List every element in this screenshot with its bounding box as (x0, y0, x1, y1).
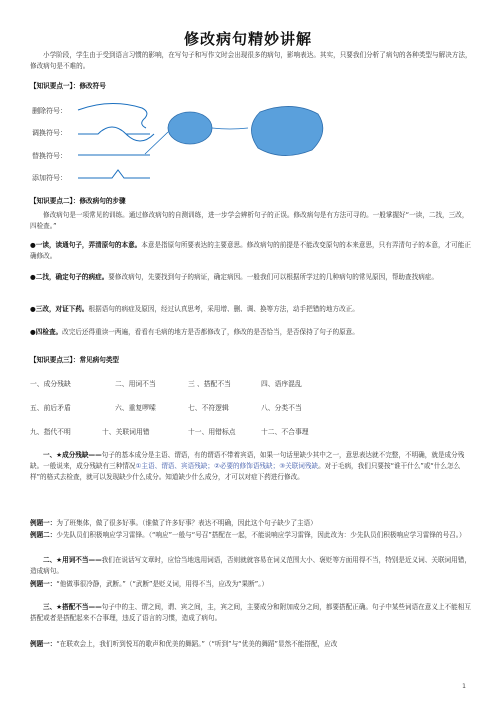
type1-explanation (30, 450, 472, 483)
type-6: 六、重复啰嗦 (115, 404, 156, 412)
type1-note: ①主语、谓语、宾语残缺；②必要的修饰语残缺；③关联词残缺 (135, 462, 319, 470)
example-3-body: “他做事很冷静，武断。”（“武断”是贬义词，用得不当，应改为“果断”。） (56, 580, 269, 588)
type-1: 一、成分残缺 (30, 380, 71, 388)
step-read (30, 240, 472, 262)
document-title: 修改病句精妙讲解 (183, 30, 312, 48)
section2-intro: 修改病句是一项常见的训练。通过修改病句的自测训练，进一步学会辨析句子的正误。修改病句是有方法可寻的。一般掌握好“一读，二找，三改，四检查。” (30, 211, 469, 230)
type-8: 八、分类不当 (261, 404, 302, 412)
step-check-title: ●四检查。 (30, 328, 63, 336)
example-4-body: “在联欢会上，我们听到悦耳的歌声和优美的舞蹈。”（“听到”与“优美的舞蹈”显然不能搭配，应改 (56, 640, 338, 648)
type3-title: 三、★搭配不当—— (43, 603, 102, 611)
type2-explanation (30, 555, 472, 577)
section3-heading: 【知识要点三】：常见病句类型 (30, 356, 120, 364)
insert-symbol-label: 添加符号： (32, 174, 67, 182)
step-find-body: 要修改病句，先要找到句子的病证，确定病因。一般我们可以根据所学过的几种病句的常见原因，帮助查找病症。 (108, 273, 438, 281)
example-2 (30, 530, 472, 541)
type1-rest: 。对于毛病，我们只要按“谁干什么”或“什么怎么样”的格式去检查，就可以发现缺少什么成分。知道缺少什么成分，才可以对症下药进行修改。 (30, 462, 461, 481)
step-check (30, 327, 472, 338)
type3-body: 句子中的主、谓之间，谓、宾之间，主，宾之间，主要成分和附加成分之间，都要搭配正确。句子中某些词语在意义上不能相互搭配或者是搭配起来不合事理，违反了语言的习惯，造成了病句。 (30, 603, 471, 622)
type1-title: 一、★成分残缺—— (43, 451, 102, 459)
replace-symbol-label: 替换符号： (32, 152, 67, 160)
step-check-body: 改完后还得重读一两遍，看看有毛病的地方是否都修改了，修改的是否恰当，是否保持了句子的原意。 (62, 328, 359, 336)
example-4 (30, 639, 472, 650)
step-fix-title: ●三改，对证下药。 (30, 305, 89, 313)
step-fix (30, 304, 472, 315)
type3-explanation (30, 602, 472, 624)
replace-bubble-icon (168, 112, 212, 144)
bubble-shape-icon (251, 106, 322, 155)
step-find (30, 272, 472, 283)
step-read-body: 本意是指原句所要表达的主要意思。修改病句的前提是不能改变原句的本来意思，只有弄清句子的本意，才可能正确修改。 (30, 241, 471, 260)
delete-mark-icon (78, 103, 147, 128)
type-4: 四、语序混乱 (261, 380, 302, 388)
type-11: 十一、用错标点 (188, 428, 236, 436)
swap-symbol-label: 调换符号： (32, 129, 67, 137)
type-9: 九、指代不明 (30, 428, 71, 436)
type-12: 十二、不合事理 (261, 428, 309, 436)
type2-body: 我们在说话写文章时，应恰当地选用词语，否则就就容易在词义范围大小、褒贬等方面用得不当，特别是近义词、关联词用错，造成病句。 (30, 556, 471, 575)
section2-heading: 【知识要点二】：修改病句的步骤 (30, 197, 126, 205)
step-find-title: ●二找，确定句子的病症。 (30, 273, 109, 281)
type-3: 三 、搭配不当 (188, 380, 231, 388)
type-5: 五、前后矛盾 (30, 404, 71, 412)
example-4-label: 例题一： (30, 640, 57, 648)
type-2: 二、用词不当 (115, 380, 156, 388)
example-3 (30, 579, 472, 590)
delete-symbol-label: 删除符号： (32, 107, 67, 115)
type-7: 七、不符逻辑 (188, 404, 229, 412)
type2-title: 二、★用词不当—— (43, 556, 102, 564)
type1-body: 句子的基本成分是主语、谓语，有的谓语不带着宾语，如果一句话里缺少其中之一，意思表达就不完整，不明确，就是成分残缺。一般说来，成分残缺有三种情况 (30, 451, 465, 470)
intro-paragraph: 小学阶段，学生由于受到语言习惯的影响，在写句子和写作文时会出现很多的病句，影响表达。其实，只要我们分析了病句的各种类型与解决方法，修改病句是不难的。 (30, 51, 472, 70)
example-2-body: 少先队员们积极响应学习雷锋。（“响应”一般与“号召”搭配在一起，不能说响应学习雷锋，因此改为：少先队员们积极响应学习雷锋的号召。） (56, 531, 466, 539)
step-read-title: ●一读，读通句子，弄清原句的本意。 (30, 241, 142, 249)
example-3-label: 例题一： (30, 580, 57, 588)
type-10: 十、关联词用错 (102, 428, 150, 436)
step-fix-body: 根据语句的病症及原因，经过认真思考，采用增、删、调、换等方法，动手把错的地方改正。 (88, 305, 359, 313)
example-1 (30, 518, 472, 529)
page-number: 1 (462, 683, 466, 690)
insert-mark-icon (78, 170, 150, 178)
example-1-body: 为了班集体，做了很多好事。（谁做了许多好事？表达不明确，因此这个句子缺少了主语） (56, 519, 317, 527)
section1-heading: 【知识要点一】：修改符号 (30, 82, 106, 90)
example-1-label: 例题一： (30, 519, 57, 527)
example-2-label: 例题二： (30, 531, 57, 539)
swap-mark-icon (78, 127, 154, 141)
